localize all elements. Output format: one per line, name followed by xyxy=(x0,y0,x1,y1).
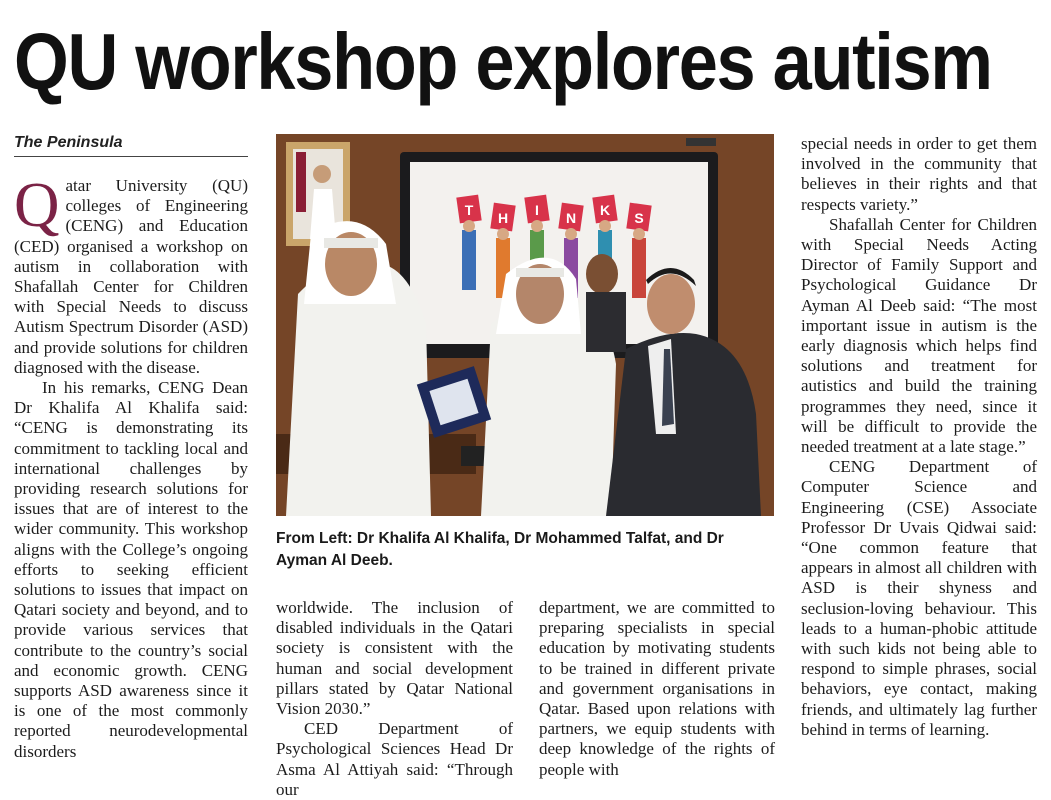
lead-paragraph: atar University (QU) colleges of Engineering (CENG) and Education (CED) organised a workshop on autism in collaboration with Shafallah Center for Children with Special Needs to discuss Autism Spectrum Disorder (ASD) and provide solutions for children diagnosed with the disease. xyxy=(14,176,248,377)
paragraph: Shafallah Center for Children with Special Needs Acting Director of Family Support and Psychological Guidance Dr Ayman Al Deeb said: “The most important issue in autism is the early diagnosis which helps find solutions and treatment for autistics and build the training programmes they need, since it will be difficult to provide the needed treatment at a late stage.” xyxy=(801,214,1037,457)
paragraph: special needs in order to get them involved in the community that believes in their rights and that respects variety.” xyxy=(801,134,1037,214)
paragraph: In his remarks, CENG Dean Dr Khalifa Al Khalifa said: “CENG is demonstrating its commitment to tackling local and international challenges by providing research solutions for issues that are of interest to the wider community. This workshop aligns with the College’s ongoing efforts to seeking efficient solutions to issues that impact on Qatari society and beyond, and to provide various services that contribute to the country’s social and economic growth. CENG supports ASD awareness since it is one of the most commonly reported neurodevelopmental disorders xyxy=(14,378,248,761)
paragraph: department, we are committed to preparing specialists in special education by motivating students to be trained in different private and government organisations in Qatar. Based upon relations with partners, we equip students with deep knowledge of the rights of people with xyxy=(539,598,775,779)
article-column-2 xyxy=(276,598,513,799)
event-photo xyxy=(276,134,774,516)
article-column-1 xyxy=(14,170,248,788)
screen-figure-head xyxy=(497,228,509,240)
byline: The Peninsula xyxy=(14,133,248,157)
screen-figure-head xyxy=(463,220,475,232)
paragraph: CED Department of Psychological Sciences Head Dr Asma Al Attiyah said: “Through our xyxy=(276,719,513,799)
article-column-3 xyxy=(539,598,775,788)
screen-card-letter: K xyxy=(599,202,611,218)
paragraph: CENG Department of Computer Science and Engineering (CSE) Associate Professor Dr Uvais Qidwai said: “One common feature that appears in almost all children with ASD is their shyness and seclusion-loving behaviour. This leads to a human-phobic attitude with such kids not being able to respond to simple phrases, social behaviors, eye contact, making friends, and ultimately lag further behind in terms of learning. xyxy=(801,457,1037,739)
photo-caption: From Left: Dr Khalifa Al Khalifa, Dr Mohammed Talfat, and Dr Ayman Al Deeb. xyxy=(276,530,724,569)
screen-figure xyxy=(462,230,476,290)
screen-card-letter: S xyxy=(634,210,644,226)
screen-card-letter: T xyxy=(464,202,474,218)
screen-figure-head xyxy=(531,220,543,232)
screen-figure-head xyxy=(565,228,577,240)
screen-figure xyxy=(632,238,646,298)
photo-illustration xyxy=(276,134,774,516)
screen-figure-head xyxy=(599,220,611,232)
screen-card-letter: H xyxy=(497,210,509,226)
screen-card-letter: N xyxy=(565,210,577,226)
paragraph: worldwide. The inclusion of disabled individuals in the Qatari society is consistent with the human and social development pillars stated by Qatar National Vision 2030.” xyxy=(276,598,513,719)
headline: QU workshop explores autism xyxy=(14,17,992,106)
article-column-4 xyxy=(801,134,1037,788)
drop-cap: Q xyxy=(14,170,60,240)
screen-figure-head xyxy=(633,228,645,240)
screen-card-letter: I xyxy=(535,202,539,218)
